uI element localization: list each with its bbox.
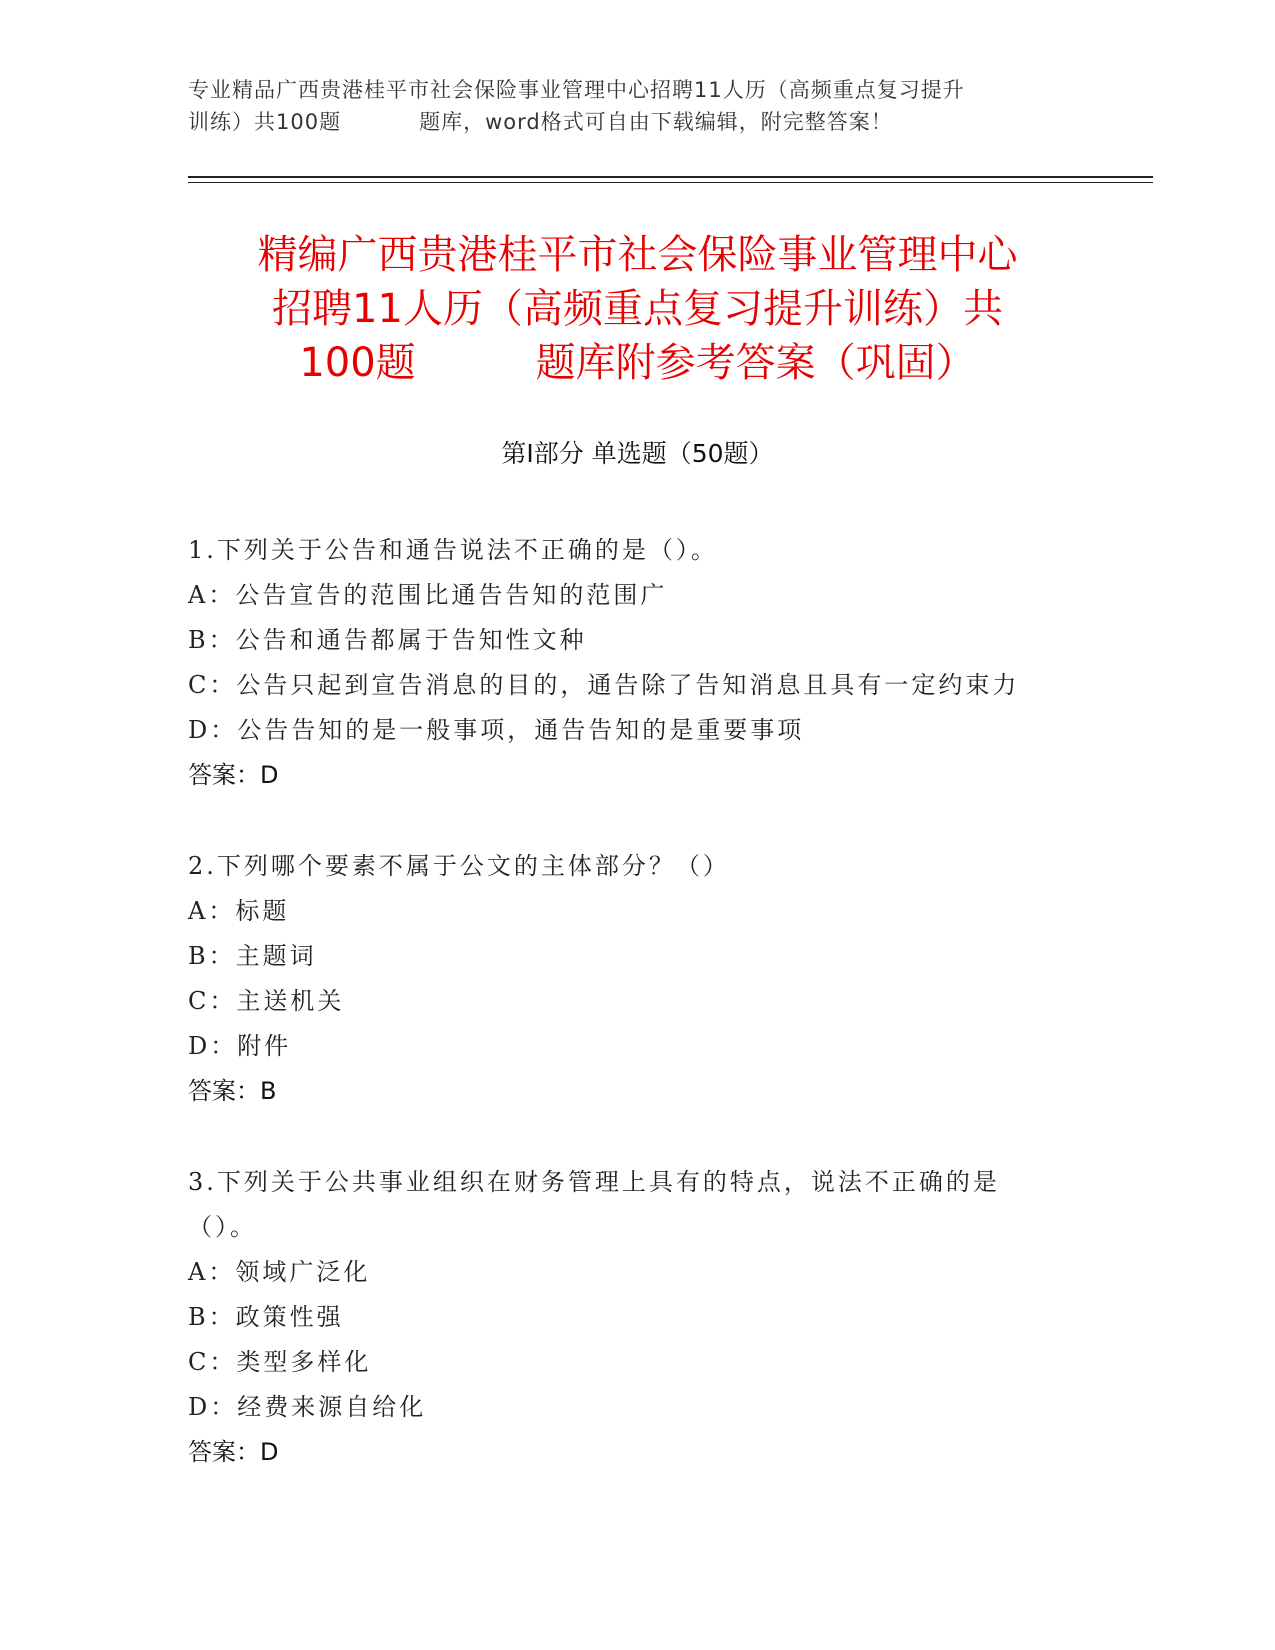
- answer-line: 答案：D: [188, 761, 279, 789]
- question-list: [188, 528, 1088, 1475]
- question-stem: 2.下列哪个要素不属于公文的主体部分？（）: [188, 852, 730, 880]
- answer-line: 答案：D: [188, 1438, 279, 1466]
- header-note-line2-part2: 题库，word格式可自由下载编辑，附完整答案！: [419, 110, 893, 134]
- option-b: B：政策性强: [188, 1303, 344, 1331]
- question-3: [188, 1160, 1088, 1475]
- option-c: C：类型多样化: [188, 1348, 372, 1376]
- header-note-line2: [188, 106, 1068, 138]
- option-b: B：公告和通告都属于告知性文种: [188, 626, 587, 654]
- document-title-line1: 精编广西贵港桂平市社会保险事业管理中心: [257, 232, 1018, 278]
- option-c: C：公告只起到宣告消息的目的，通告除了告知消息且具有一定约束力: [188, 671, 1020, 699]
- option-a: A：公告宣告的范围比通告告知的范围广: [188, 581, 668, 609]
- header-note-line2-part1: 训练）共100题: [188, 110, 342, 134]
- section-title: 第Ⅰ部分 单选题（50题）: [501, 439, 774, 468]
- option-d: D：经费来源自给化: [188, 1393, 427, 1421]
- document-title-line3-part1: 100题: [299, 340, 416, 386]
- question-stem-line2: （）。: [188, 1213, 257, 1241]
- header-divider-thick: [188, 176, 1153, 178]
- header-note-line1: 专业精品广西贵港桂平市社会保险事业管理中心招聘11人历（高频重点复习提升: [188, 78, 965, 102]
- option-d: D：公告告知的是一般事项，通告告知的是重要事项: [188, 716, 805, 744]
- document-title-line3: [150, 336, 1125, 390]
- document-title: [150, 228, 1125, 390]
- header-note: [188, 74, 1068, 138]
- option-b: B：主题词: [188, 942, 317, 970]
- option-d: D：附件: [188, 1032, 292, 1060]
- answer-line: 答案：B: [188, 1077, 277, 1105]
- option-c: C：主送机关: [188, 987, 345, 1015]
- option-a: A：标题: [188, 897, 290, 925]
- document-title-line2: 招聘11人历（高频重点复习提升训练）共: [272, 286, 1003, 332]
- option-a: A：领域广泛化: [188, 1258, 371, 1286]
- question-1: [188, 528, 1088, 798]
- question-2: [188, 844, 1088, 1114]
- header-divider-thin: [188, 182, 1153, 183]
- question-stem-line1: 3.下列关于公共事业组织在财务管理上具有的特点，说法不正确的是: [188, 1168, 1000, 1196]
- document-title-line3-part2: 题库附参考答案（巩固）: [535, 340, 976, 386]
- question-stem: 1.下列关于公告和通告说法不正确的是（）。: [188, 536, 718, 564]
